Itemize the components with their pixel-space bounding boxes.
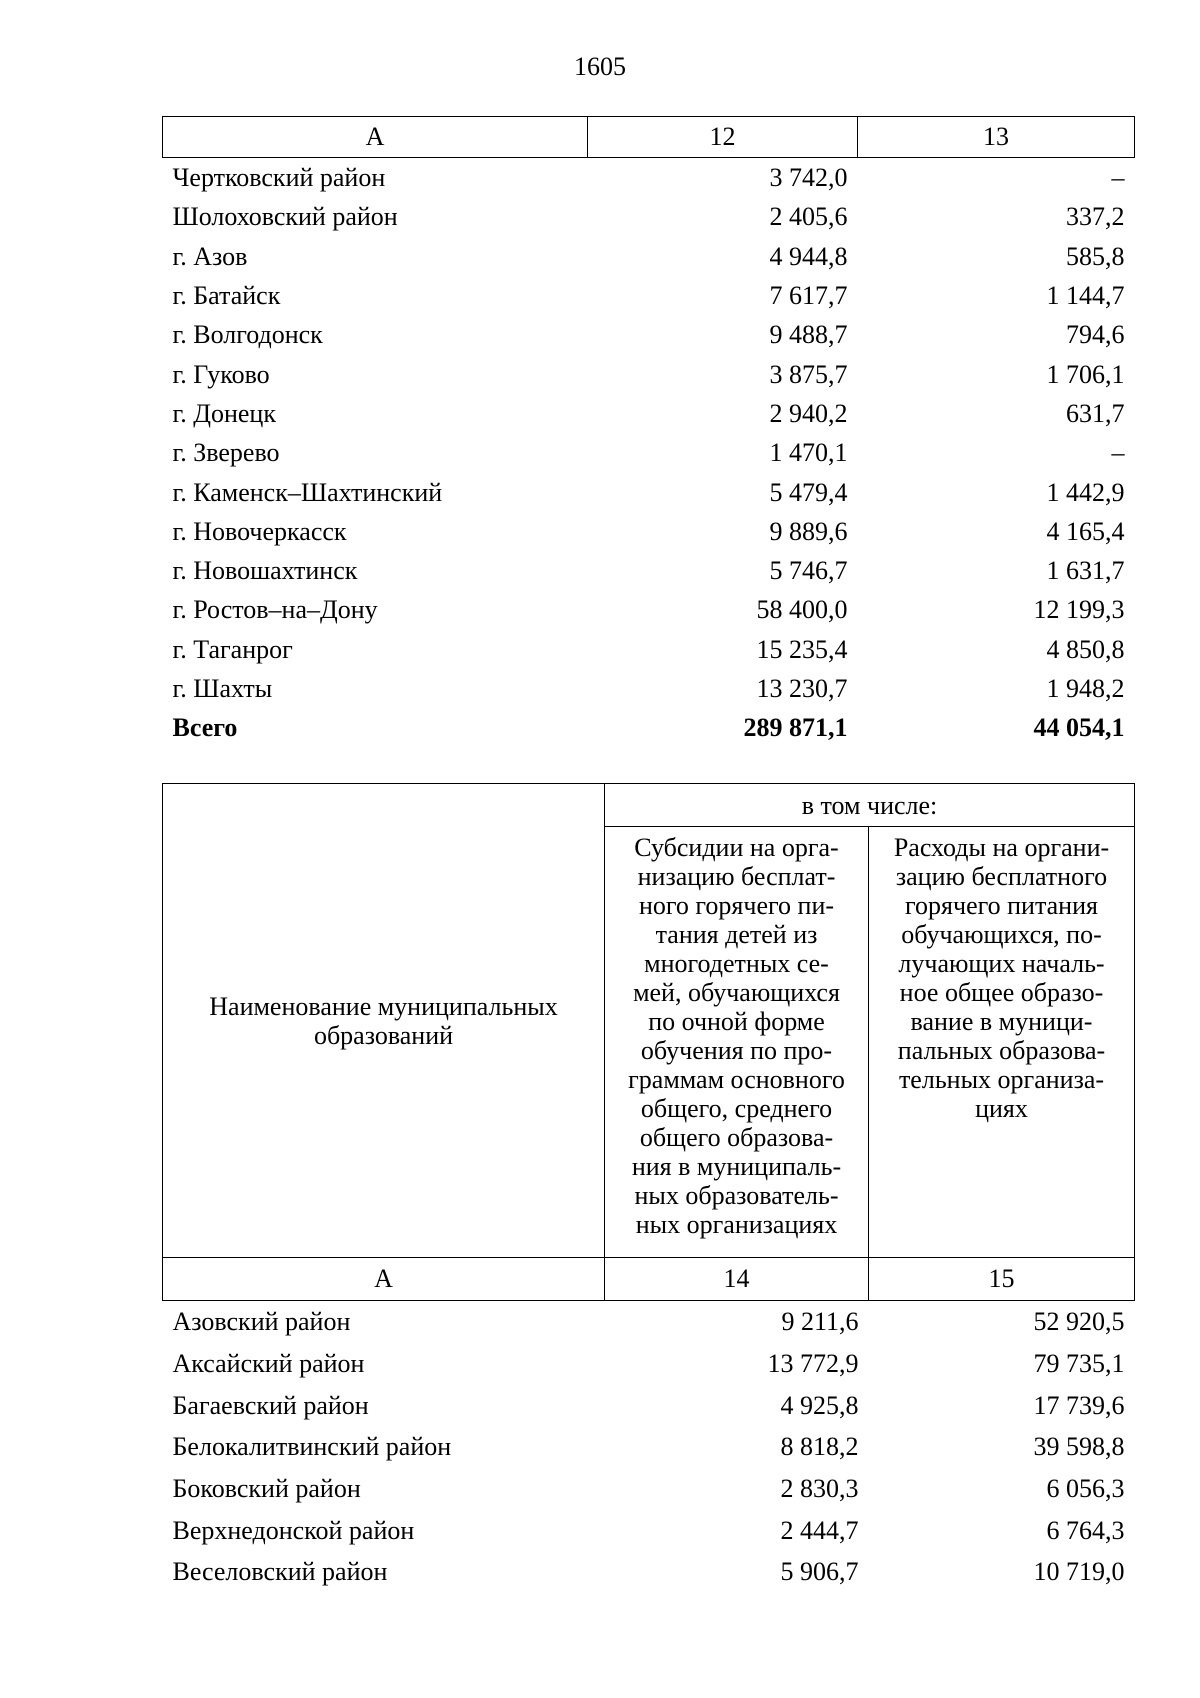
value-col-13: – — [1111, 438, 1125, 468]
municipality-name: Веселовский район — [172, 1557, 388, 1587]
table-row — [163, 1343, 1135, 1385]
total-label: Всего — [172, 713, 238, 743]
value-col-13: 4 165,4 — [1046, 516, 1125, 546]
value-col-12: 15 235,4 — [756, 634, 848, 664]
table-row — [163, 158, 1135, 198]
value-col-15: 6 764,3 — [1046, 1515, 1125, 1545]
municipality-name: г. Гуково — [172, 359, 270, 389]
total-col-13: 44 054,1 — [1033, 713, 1125, 743]
column-index-row — [163, 1258, 1135, 1301]
value-col-14: 5 906,7 — [780, 1557, 859, 1587]
municipality-name: Боковский район — [172, 1474, 361, 1504]
municipality-name: г. Таганрог — [172, 634, 293, 664]
table-row — [163, 551, 1135, 590]
value-col-13: – — [1111, 163, 1125, 193]
municipality-name: г. Зверево — [172, 438, 280, 468]
value-col-14: 9 211,6 — [781, 1307, 859, 1337]
municipality-name: Азовский район — [172, 1307, 351, 1337]
municipality-name-header: Наименование муниципальных образований — [163, 784, 605, 1258]
column-header-12: 12 — [588, 117, 858, 158]
value-col-13: 1 631,7 — [1046, 556, 1125, 586]
municipality-name: г. Шахты — [172, 674, 273, 703]
value-col-12: 1 470,1 — [769, 438, 848, 468]
column-header-expenses: Расходы на органи- зацию бесплатного горячего питания обучающихся, по- лучающих началь- ное общее образо- вание в муници- пальных образова- тельных организа- циях — [869, 827, 1135, 1258]
table-row — [163, 512, 1135, 551]
table-row — [163, 197, 1135, 236]
table-row — [163, 237, 1135, 276]
value-col-12: 9 889,6 — [769, 516, 848, 546]
value-col-12: 5 479,4 — [769, 477, 848, 507]
municipality-name: г. Новошахтинск — [172, 556, 358, 586]
table-row — [163, 394, 1135, 433]
column-index-15: 15 — [869, 1258, 1135, 1301]
municipality-name: Шолоховский район — [172, 202, 398, 232]
value-col-13: 1 948,2 — [1046, 674, 1125, 703]
table-row — [163, 1509, 1135, 1551]
value-col-13: 1 442,9 — [1046, 477, 1125, 507]
table-row — [163, 669, 1135, 708]
value-col-12: 3 742,0 — [769, 163, 848, 193]
table-row — [163, 354, 1135, 393]
value-col-12: 2 405,6 — [769, 202, 848, 232]
municipality-name: г. Азов — [172, 241, 248, 271]
municipality-name: г. Донецк — [172, 398, 276, 428]
table-row — [163, 1426, 1135, 1468]
column-header-13: 13 — [858, 117, 1135, 158]
value-col-14: 4 925,8 — [780, 1390, 859, 1420]
value-col-15: 6 056,3 — [1046, 1474, 1125, 1504]
budget-table-lower — [162, 783, 1135, 1593]
value-col-13: 585,8 — [1066, 241, 1125, 271]
total-col-12: 289 871,1 — [743, 713, 848, 743]
municipality-name: Чертковский район — [172, 163, 386, 193]
value-col-15: 52 920,5 — [1033, 1307, 1125, 1337]
value-col-12: 58 400,0 — [756, 595, 848, 625]
value-col-15: 79 735,1 — [1033, 1349, 1125, 1379]
table-row — [163, 1384, 1135, 1426]
municipality-name: г. Волгодонск — [172, 320, 323, 350]
municipality-name: Белокалитвинский район — [172, 1432, 452, 1462]
table-header-row — [163, 784, 1135, 827]
value-col-14: 13 772,9 — [767, 1349, 859, 1379]
value-col-13: 337,2 — [1066, 202, 1125, 232]
value-col-12: 13 230,7 — [756, 674, 848, 703]
table-header-row — [163, 117, 1135, 158]
value-col-12: 2 940,2 — [769, 398, 848, 428]
value-col-15: 39 598,8 — [1033, 1432, 1125, 1462]
column-header-subsidies: Субсидии на орга- низацию бесплат- ного горячего пи- тания детей из многодетных се- мей, обучающихся по очной форме обучения по про- граммам основного общего, среднего общего образова- ния в муниципаль- ных образователь- ных организациях — [605, 827, 869, 1258]
table-row — [163, 433, 1135, 472]
municipality-name: г. Новочеркасск — [172, 516, 347, 546]
column-index-a: А — [163, 1258, 605, 1301]
value-col-12: 5 746,7 — [769, 556, 848, 586]
value-col-12: 9 488,7 — [769, 320, 848, 350]
value-col-15: 10 719,0 — [1033, 1557, 1125, 1587]
value-col-14: 8 818,2 — [780, 1432, 859, 1462]
value-col-13: 12 199,3 — [1033, 595, 1125, 625]
municipality-name: Аксайский район — [172, 1349, 365, 1379]
value-col-14: 2 444,7 — [780, 1515, 859, 1545]
municipality-name: Багаевский район — [172, 1390, 369, 1420]
table-row — [163, 590, 1135, 629]
municipality-name: г. Ростов–на–Дону — [172, 595, 378, 625]
group-header: в том числе: — [605, 784, 1135, 827]
value-col-13: 1 144,7 — [1046, 281, 1125, 311]
table-row — [163, 315, 1135, 354]
page-number: 1605 — [574, 52, 626, 81]
total-row — [163, 708, 1135, 747]
budget-table-upper — [162, 116, 1135, 747]
table-row — [163, 1551, 1135, 1593]
value-col-12: 7 617,7 — [769, 281, 848, 311]
value-col-15: 17 739,6 — [1033, 1390, 1125, 1420]
municipality-name: Верхнедонской район — [172, 1515, 415, 1545]
value-col-14: 2 830,3 — [780, 1474, 859, 1504]
table-row — [163, 630, 1135, 669]
value-col-13: 1 706,1 — [1046, 359, 1125, 389]
table-row — [163, 472, 1135, 511]
value-col-13: 631,7 — [1066, 398, 1125, 428]
table-row — [163, 276, 1135, 315]
value-col-13: 4 850,8 — [1046, 634, 1125, 664]
column-header-a: А — [163, 117, 588, 158]
table-row — [163, 1301, 1135, 1343]
value-col-12: 3 875,7 — [769, 359, 848, 389]
municipality-name: г. Каменск–Шахтинский — [172, 477, 443, 507]
value-col-12: 4 944,8 — [769, 241, 848, 271]
value-col-13: 794,6 — [1066, 320, 1125, 350]
table-row — [163, 1468, 1135, 1510]
municipality-name: г. Батайск — [172, 281, 281, 311]
column-index-14: 14 — [605, 1258, 869, 1301]
